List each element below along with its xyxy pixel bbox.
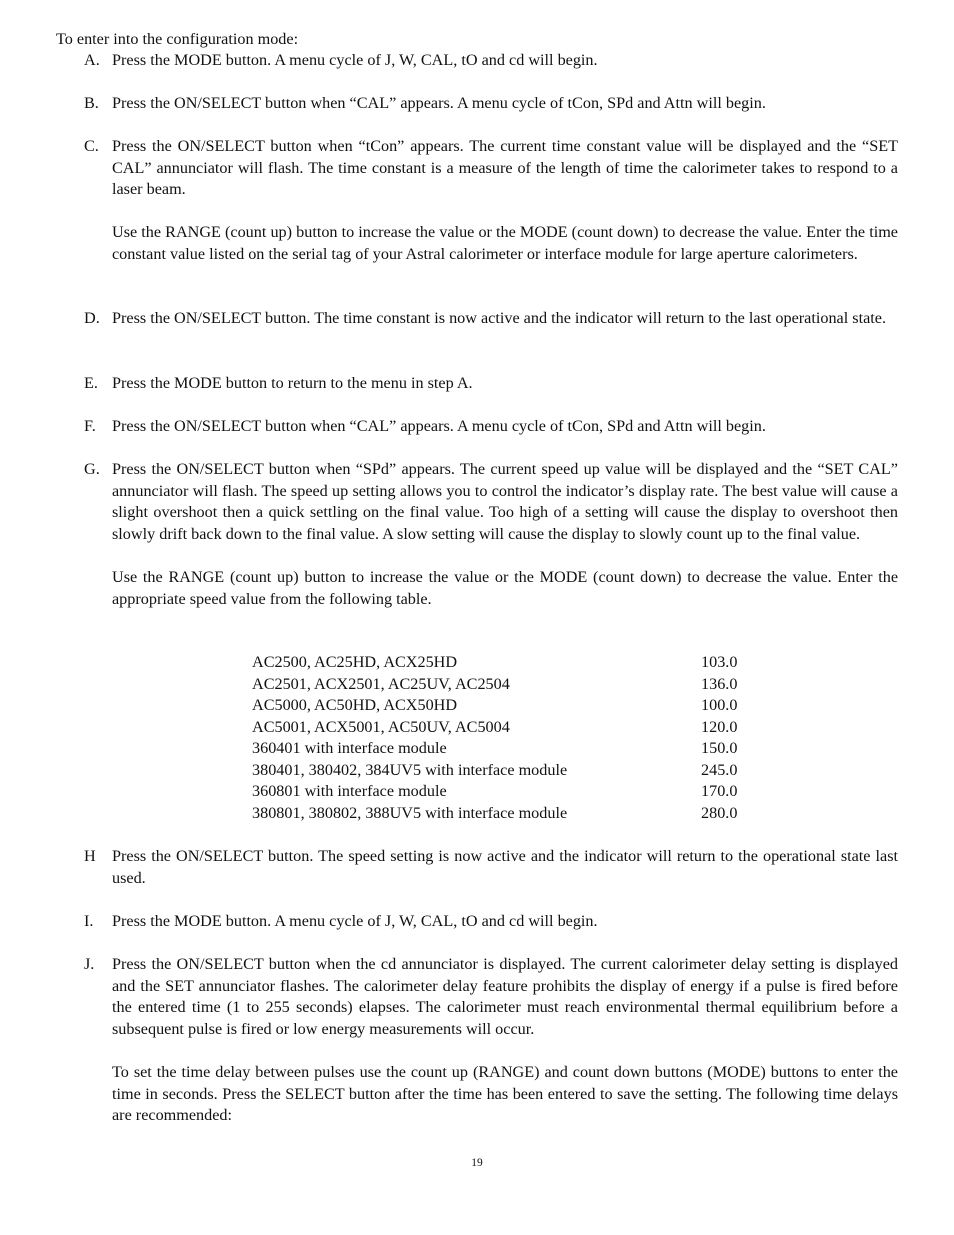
model-cell: AC5001, ACX5001, AC50UV, AC5004 (252, 717, 510, 736)
step-paragraph: Press the ON/SELECT button when “tCon” appears. The current time constant value will be displayed and the “SET CAL” annunciator will flash. The time constant is a measure of the length of time the calorimeter takes to respond to a laser beam. (112, 137, 898, 199)
step-paragraph: Use the RANGE (count up) button to increase the value or the MODE (count down) to decrease the value. Enter the time constant value listed on the serial tag of your Astral calorimeter or interface module for large aperture calorimeters. (112, 223, 898, 263)
step-paragraph: Press the ON/SELECT button when “CAL” appears. A menu cycle of tCon, SPd and Attn will begin. (112, 417, 766, 435)
step-paragraph: To set the time delay between pulses use the count up (RANGE) and count down buttons (MODE) buttons to enter the time in seconds. Press the SELECT button after the time has been entered to save the setting. The following time delays are recommended: (112, 1062, 898, 1125)
speed-table (252, 652, 752, 824)
step-paragraph: Use the RANGE (count up) button to increase the value or the MODE (count down) to decrease the value. Enter the appropriate speed value from the following table. (112, 567, 898, 608)
step-c (84, 136, 898, 266)
step-letter: H (84, 847, 96, 865)
step-paragraph: Press the ON/SELECT button when “CAL” appears. A menu cycle of tCon, SPd and Attn will begin. (112, 94, 766, 112)
step-a (84, 50, 898, 72)
model-cell: 360401 with interface module (252, 739, 447, 757)
page-number: 19 (471, 1157, 483, 1169)
step-letter: A. (84, 51, 100, 69)
table-row (252, 781, 752, 803)
step-e (84, 373, 898, 395)
speed-value-cell: 280.0 (701, 803, 738, 822)
step-j (84, 954, 898, 1127)
model-cell: 380801, 380802, 388UV5 with interface module (252, 803, 568, 822)
table-row (252, 717, 752, 739)
step-paragraph: Press the MODE button. A menu cycle of J, W, CAL, tO and cd will begin. (112, 51, 598, 69)
step-paragraph: Press the ON/SELECT button when “SPd” appears. The current speed up value will be displayed and the “SET CAL” annunciator will flash. The speed up setting allows you to control the indicator’s display rate. The best value will cause a slight overshoot then a quick settling on the final value. Too high of a setting will cause the display to overshoot then slowly drift back down to the final value. A slow setting will cause the display to slowly count up to the final value. (112, 460, 898, 543)
step-letter: F. (84, 417, 96, 435)
speed-value-cell: 150.0 (701, 739, 738, 757)
step-f (84, 416, 898, 438)
speed-value-cell: 120.0 (701, 717, 738, 736)
table-row (252, 803, 752, 825)
step-paragraph: Press the ON/SELECT button. The speed setting is now active and the indicator will return to the operational state last used. (112, 847, 898, 887)
speed-value-cell: 170.0 (701, 782, 738, 800)
model-cell: 360801 with interface module (252, 782, 447, 800)
step-paragraph: Press the MODE button. A menu cycle of J, W, CAL, tO and cd will begin. (112, 912, 598, 930)
table-row (252, 760, 752, 782)
step-g (84, 459, 898, 610)
step-i (84, 911, 898, 933)
table-row (252, 674, 752, 696)
table-row (252, 738, 752, 760)
table-row (252, 652, 752, 674)
speed-value-cell: 103.0 (701, 653, 738, 671)
speed-value-cell: 245.0 (701, 760, 738, 779)
step-paragraph: Press the ON/SELECT button. The time constant is now active and the indicator will return to the last operational state. (112, 309, 886, 327)
speed-value-cell: 100.0 (701, 696, 738, 714)
model-cell: AC5000, AC50HD, ACX50HD (252, 696, 458, 714)
step-paragraph: Press the MODE button to return to the menu in step A. (112, 374, 473, 392)
step-letter: E. (84, 374, 98, 392)
step-letter: G. (84, 460, 100, 478)
step-letter: I. (84, 912, 94, 930)
table-row (252, 695, 752, 717)
step-h (84, 846, 898, 889)
step-letter: D. (84, 309, 100, 327)
step-letter: B. (84, 94, 99, 112)
step-letter: C. (84, 137, 99, 155)
intro-text: To enter into the configuration mode: (56, 30, 299, 48)
model-cell: AC2500, AC25HD, ACX25HD (252, 653, 458, 671)
step-paragraph: Press the ON/SELECT button when the cd annunciator is displayed. The current calorimeter delay setting is displayed and the SET annunciator flashes. The calorimeter delay feature prohibits the display of energy if a pulse is fired before the entered time (1 to 255 seconds) elapses. The calorimeter must reach environmental thermal equilibrium before a subsequent pulse is fired or low energy measurements will occur. (112, 955, 898, 1038)
model-cell: 380401, 380402, 384UV5 with interface module (252, 760, 568, 779)
step-b (84, 93, 898, 115)
step-letter: J. (84, 955, 95, 973)
speed-value-cell: 136.0 (701, 674, 738, 693)
model-cell: AC2501, ACX2501, AC25UV, AC2504 (252, 674, 510, 693)
step-d (84, 308, 898, 330)
